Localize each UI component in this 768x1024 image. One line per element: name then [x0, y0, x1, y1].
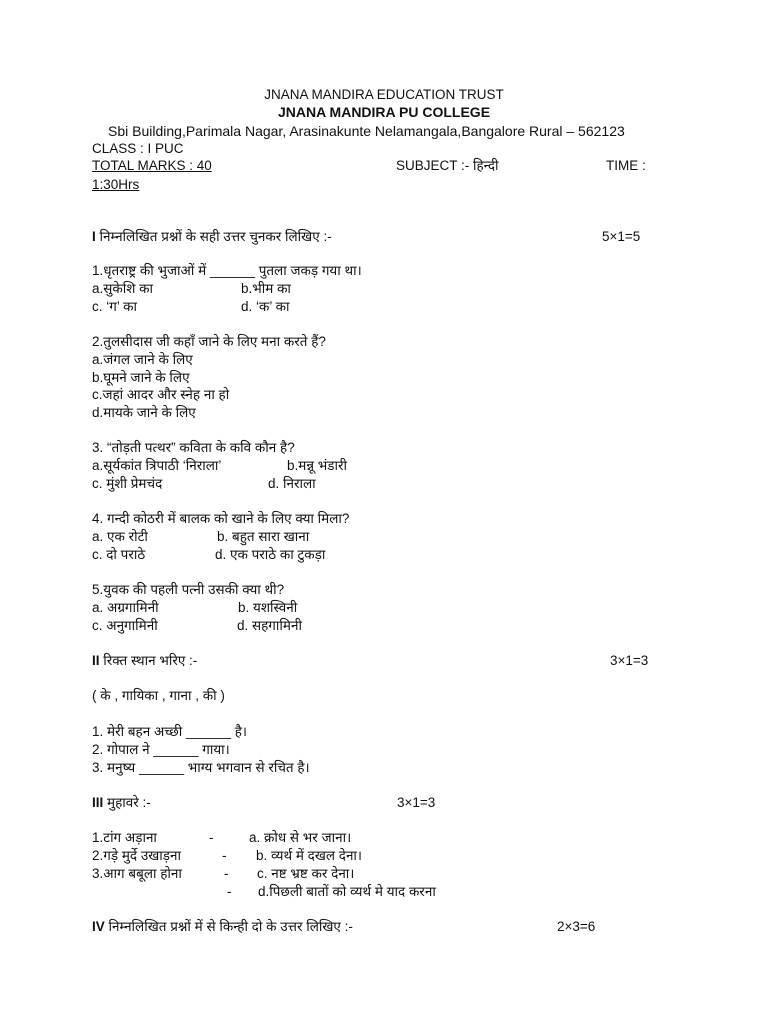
fill-blank-1: 1. मेरी बहन अच्छी ______ है। [92, 724, 248, 739]
q4-option-b: b. बहुत सारा खाना [217, 529, 310, 544]
q3-option-b: b.मन्नू भंडारी [287, 458, 348, 473]
q5-option-c: c. अनुगामिनी [92, 618, 158, 633]
word-bank: ( के , गायिका , गाना , की ) [92, 688, 225, 703]
section-4-marks: 2×3=6 [557, 919, 596, 934]
idiom-2: 2.गड़े मुर्दे उखाड़ना [92, 848, 181, 863]
q4-option-a: a. एक रोटी [92, 529, 148, 544]
total-marks: TOTAL MARKS : 40 [92, 158, 212, 173]
section-1-marks: 5×1=5 [602, 229, 641, 244]
idiom-3: 3.आग बबूला होना [92, 866, 182, 881]
idiom-2-dash: - [222, 848, 227, 863]
fill-blank-3: 3. मनुष्य ______ भाग्य भगवान से रचित है। [92, 760, 310, 775]
meaning-d: d.पिछली बातों को व्यर्थ मे याद करना [258, 884, 436, 899]
q3-option-d: d. निराला [268, 476, 316, 491]
q1-option-a: a.सुकेशि का [92, 281, 154, 296]
section-4-heading: IV निम्नलिखित प्रश्नों में से किन्ही दो के उत्तर लिखिए :- [92, 919, 353, 934]
q1-option-c: c. ‘ग’ का [92, 299, 137, 314]
section-3-heading: III मुहावरे :- [92, 795, 151, 810]
q5-option-a: a. अग्रगामिनी [92, 600, 159, 615]
q4-option-c: c. दो पराठे [92, 547, 146, 562]
class-label: CLASS : I PUC [92, 141, 184, 156]
q5-option-d: d. सहगामिनी [237, 618, 302, 633]
q1-option-b: b.भीम का [241, 281, 291, 296]
subject: SUBJECT :- हिन्दी [396, 158, 499, 173]
time-label: TIME : [606, 158, 646, 173]
q5-option-b: b. यशस्विनी [238, 600, 298, 615]
q2-option-b: b.घूमने जाने के लिए [92, 370, 190, 385]
time-value: 1:30Hrs [92, 177, 140, 192]
question-2: 2.तुलसीदास जी कहाँ जाने के लिए मना करते हैं? [92, 334, 326, 349]
meaning-b: b. व्यर्थ में दखल देना। [256, 848, 363, 863]
q2-option-a: a.जंगल जाने के लिए [92, 352, 193, 367]
section-2-marks: 3×1=3 [610, 653, 649, 668]
question-5: 5.युवक की पहली पत्नी उसकी क्या थी? [92, 582, 285, 597]
q1-option-d: d. ‘क’ का [241, 299, 290, 314]
q3-option-c: c. मुंशी प्रेमचंद [92, 476, 163, 491]
section-1-heading: I निम्नलिखित प्रश्नों के सही उत्तर चुनकर लिखिए :- [92, 229, 332, 244]
trust-name: JNANA MANDIRA EDUCATION TRUST [264, 87, 504, 102]
meaning-d-dash: - [227, 884, 232, 899]
meaning-a: a. क्रोध से भर जाना। [249, 830, 352, 845]
idiom-3-dash: - [224, 866, 229, 881]
q2-option-c: c.जहां आदर और स्नेह ना हो [92, 387, 230, 402]
college-name: JNANA MANDIRA PU COLLEGE [277, 104, 491, 120]
section-3-marks: 3×1=3 [397, 795, 436, 810]
meaning-c: c. नष्ट भ्रष्ट कर देना। [257, 866, 355, 881]
question-4: 4. गन्दी कोठरी में बालक को खाने के लिए क्या मिला? [92, 511, 350, 526]
q4-option-d: d. एक पराठे का टुकड़ा [215, 547, 326, 562]
q3-option-a: a.सूर्यकांत त्रिपाठी ‘निराला’ [92, 458, 222, 473]
fill-blank-2: 2. गोपाल ने ______ गाया। [92, 742, 230, 757]
idiom-1: 1.टांग अड़ाना [92, 830, 157, 845]
section-2-heading: II रिक्त स्थान भरिए :- [92, 653, 198, 668]
marks-subject-time-line [92, 158, 648, 174]
q2-option-d: d.मायके जाने के लिए [92, 405, 196, 420]
question-3: 3. “तोड़ती पत्थर” कविता के कवि कौन है? [92, 440, 295, 455]
idiom-1-dash: - [209, 830, 214, 845]
question-1: 1.धृतराष्ट्र की भुजाओं में ______ पुतला जकड़ गया था। [92, 263, 362, 278]
college-address: Sbi Building,Parimala Nagar, Arasinakunte Nelamangala,Bangalore Rural – 562123 [108, 123, 625, 139]
